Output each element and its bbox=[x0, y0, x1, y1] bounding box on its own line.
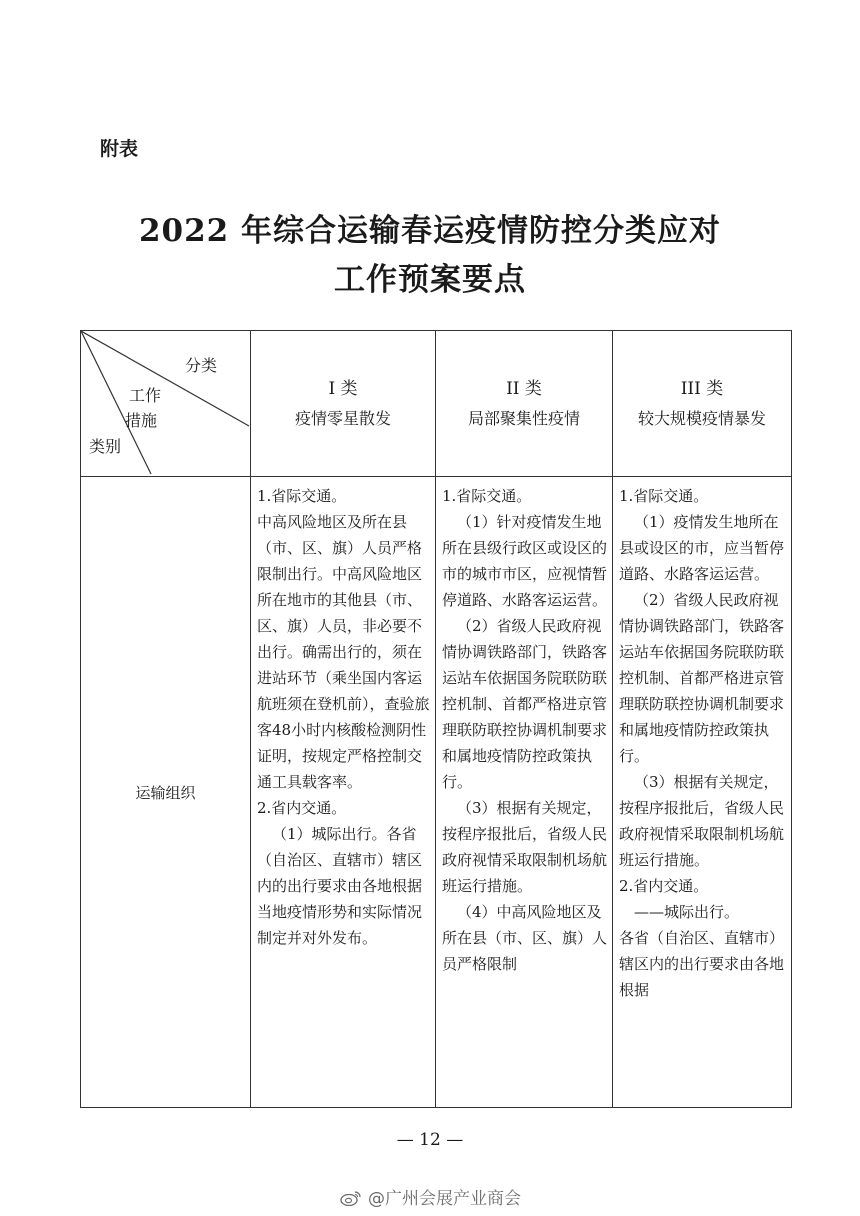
paragraph: （3）根据有关规定，按程序报批后，省级人民政府视情采取限制机场航班运行措施。 bbox=[442, 799, 608, 895]
class-3-measures bbox=[613, 477, 792, 1108]
paragraph: （1）针对疫情发生地所在县级行政区或设区的市的城市市区，应视情暂停道路、水路客运运营。 bbox=[442, 513, 608, 609]
row-category: 运输组织 bbox=[81, 477, 251, 1108]
class-3-label: III 类 bbox=[680, 378, 724, 399]
paragraph: 1.省际交通。 bbox=[257, 487, 347, 505]
paragraph: ——城际出行。 bbox=[634, 903, 740, 921]
document-title-line1: 2022 年综合运输春运疫情防控分类应对 bbox=[138, 213, 722, 249]
diagonal-label-work: 工作 bbox=[129, 386, 162, 405]
class-3-desc: 较大规模疫情暴发 bbox=[637, 408, 766, 428]
diagonal-header-cell bbox=[81, 331, 251, 477]
paragraph: （1）城际出行。各省（自治区、直辖市）辖区内的出行要求由各地根据当地疫情形势和实际情况制定并对外发布。 bbox=[257, 825, 423, 947]
paragraph: 1.省际交通。 bbox=[619, 487, 709, 505]
header-class-2 bbox=[436, 331, 613, 477]
class-2-desc: 局部聚集性疫情 bbox=[467, 408, 580, 428]
header-class-3 bbox=[613, 331, 792, 477]
document-title-line2: 工作预案要点 bbox=[334, 262, 526, 298]
paragraph: （2）省级人民政府视情协调铁路部门，铁路客运站车依据国务院联防联控机制、首都严格进京管理联防联控协调机制要求和属地疫情防控政策执行。 bbox=[442, 617, 608, 791]
paragraph: （4）中高风险地区及所在县（市、区、旗）人员严格限制 bbox=[442, 903, 608, 973]
diagonal-label-measures: 措施 bbox=[125, 411, 158, 430]
class-2-measures bbox=[436, 477, 613, 1108]
annex-label: 附表 bbox=[100, 138, 139, 160]
page-number: — 12 — bbox=[396, 1130, 464, 1150]
paragraph: 2.省内交通。 bbox=[257, 799, 347, 817]
class-1-label: I 类 bbox=[328, 378, 358, 399]
weibo-icon bbox=[340, 1190, 362, 1206]
plan-table bbox=[80, 330, 792, 1108]
paragraph: （3）根据有关规定，按程序报批后，省级人民政府视情采取限制机场航班运行措施。 bbox=[619, 773, 785, 869]
paragraph: 1.省际交通。 bbox=[442, 487, 532, 505]
table-row bbox=[81, 477, 792, 1108]
diagonal-label-category: 分类 bbox=[185, 356, 218, 375]
class-1-desc: 疫情零星散发 bbox=[294, 408, 391, 428]
paragraph: （2）省级人民政府视情协调铁路部门，铁路客运站车依据国务院联防联控机制、首都严格进京管理联防联控协调机制要求和属地疫情防控政策执行。 bbox=[619, 591, 785, 765]
watermark bbox=[340, 1184, 521, 1209]
paragraph: 中高风险地区及所在县（市、区、旗）人员严格限制出行。中高风险地区所在地市的其他县（市、区、旗）人员，非必要不出行。确需出行的，须在进站环节（乘坐国内客运航班须在登机前），查验旅客48小时内核酸检测阴性证明，按规定严格控制交通工具载客率。 bbox=[257, 513, 430, 791]
class-2-label: II 类 bbox=[506, 378, 542, 399]
diagonal-label-type: 类别 bbox=[89, 437, 122, 456]
header-row bbox=[81, 331, 792, 477]
paragraph: （1）疫情发生地所在县或设区的市，应当暂停道路、水路客运运营。 bbox=[619, 513, 785, 583]
class-1-measures bbox=[251, 477, 436, 1108]
header-class-1 bbox=[251, 331, 436, 477]
paragraph: 各省（自治区、直辖市）辖区内的出行要求由各地根据 bbox=[619, 929, 785, 999]
watermark-text: @广州会展产业商会 bbox=[368, 1189, 521, 1209]
paragraph: 2.省内交通。 bbox=[619, 877, 709, 895]
